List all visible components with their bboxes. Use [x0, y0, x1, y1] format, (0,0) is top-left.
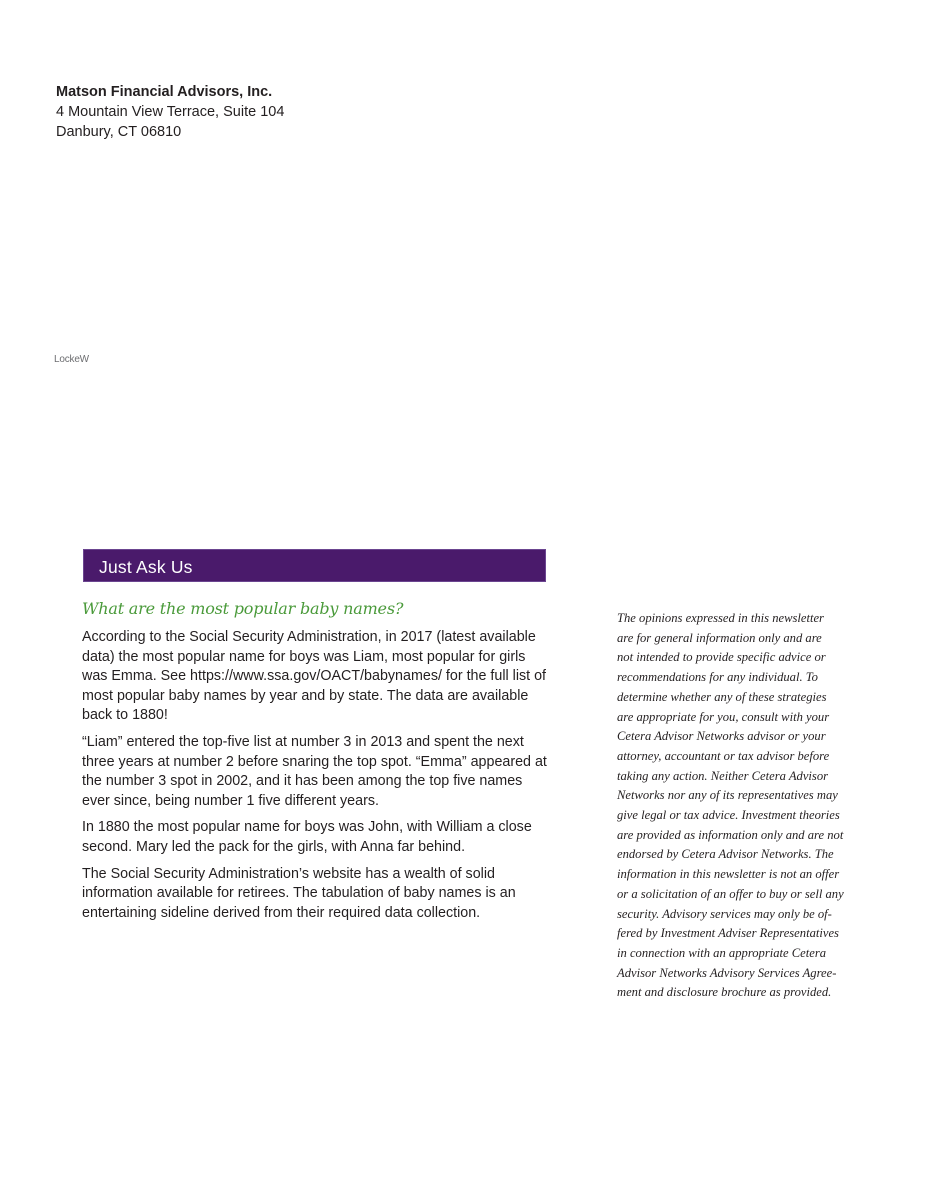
disclaimer-line: Advisor Networks Advisory Services Agree- [617, 965, 837, 980]
article-paragraph: “Liam” entered the top-five list at number 3 in 2013 and spent the next three years at number 2 before snaring the top spot. “Emma” appeared at the number 3 spot in 2002, and it has been among the top five names ever since, being number 1 five different years. [82, 733, 547, 809]
disclaimer-line: attorney, accountant or tax advisor before [617, 748, 830, 763]
disclaimer-line: security. Advisory services may only be of- [617, 906, 832, 921]
disclaimer-line: recommendations for any individual. To [617, 670, 818, 685]
disclaimer-line: determine whether any of these strategies [617, 689, 827, 704]
disclaimer [617, 609, 857, 1003]
disclaimer-line: Networks nor any of its representatives may [617, 788, 838, 803]
disclaimer-line: The opinions expressed in this newsletter [617, 611, 824, 625]
section-banner-title: Just Ask Us [99, 557, 193, 577]
disclaimer-line: fered by Investment Adviser Representatives [617, 926, 839, 941]
disclaimer-line: are for general information only and are [617, 630, 822, 645]
article-paragraph: According to the Social Security Administration, in 2017 (latest available data) the most popular name for boys was Liam, most popular for girls was Emma. See https://www.ssa.gov/OACT/babynames/ for the full list of most popular baby names by year and by state. The data are available back to 1880! [82, 629, 547, 724]
sender-address-line1: 4 Mountain View Terrace, Suite 104 [56, 104, 285, 120]
disclaimer-line: or a solicitation of an offer to buy or sell any [617, 886, 844, 901]
disclaimer-line: give legal or tax advice. Investment theories [617, 808, 840, 823]
disclaimer-line: ment and disclosure brochure as provided. [617, 985, 832, 1000]
disclaimer-line: Cetera Advisor Networks advisor or your [617, 729, 826, 744]
sender-address-block [56, 82, 284, 142]
disclaimer-line: endorsed by Cetera Advisor Networks. The [617, 847, 834, 862]
article-paragraph: The Social Security Administration’s website has a wealth of solid information available for retirees. The tabulation of baby names is an entertaining sideline derived from their required data collection. [82, 865, 516, 921]
disclaimer-line: taking any action. Neither Cetera Advisor [617, 768, 829, 783]
recipient-code: LockeW [54, 354, 89, 365]
sender-name: Matson Financial Advisors, Inc. [56, 84, 273, 100]
article-body [82, 628, 552, 930]
disclaimer-line: information in this newsletter is not an offer [617, 867, 840, 882]
disclaimer-line: are appropriate for you, consult with your [617, 709, 830, 724]
sender-address-line2: Danbury, CT 06810 [56, 124, 182, 140]
disclaimer-line: are provided as information only and are not [617, 827, 844, 842]
section-question-heading: What are the most popular baby names? [82, 599, 404, 618]
disclaimer-line: in connection with an appropriate Cetera [617, 945, 827, 960]
article-paragraph: In 1880 the most popular name for boys was John, with William a close second. Mary led the pack for the girls, with Anna far behind. [82, 819, 532, 855]
section-banner [83, 549, 546, 582]
disclaimer-line: not intended to provide specific advice or [617, 650, 826, 665]
